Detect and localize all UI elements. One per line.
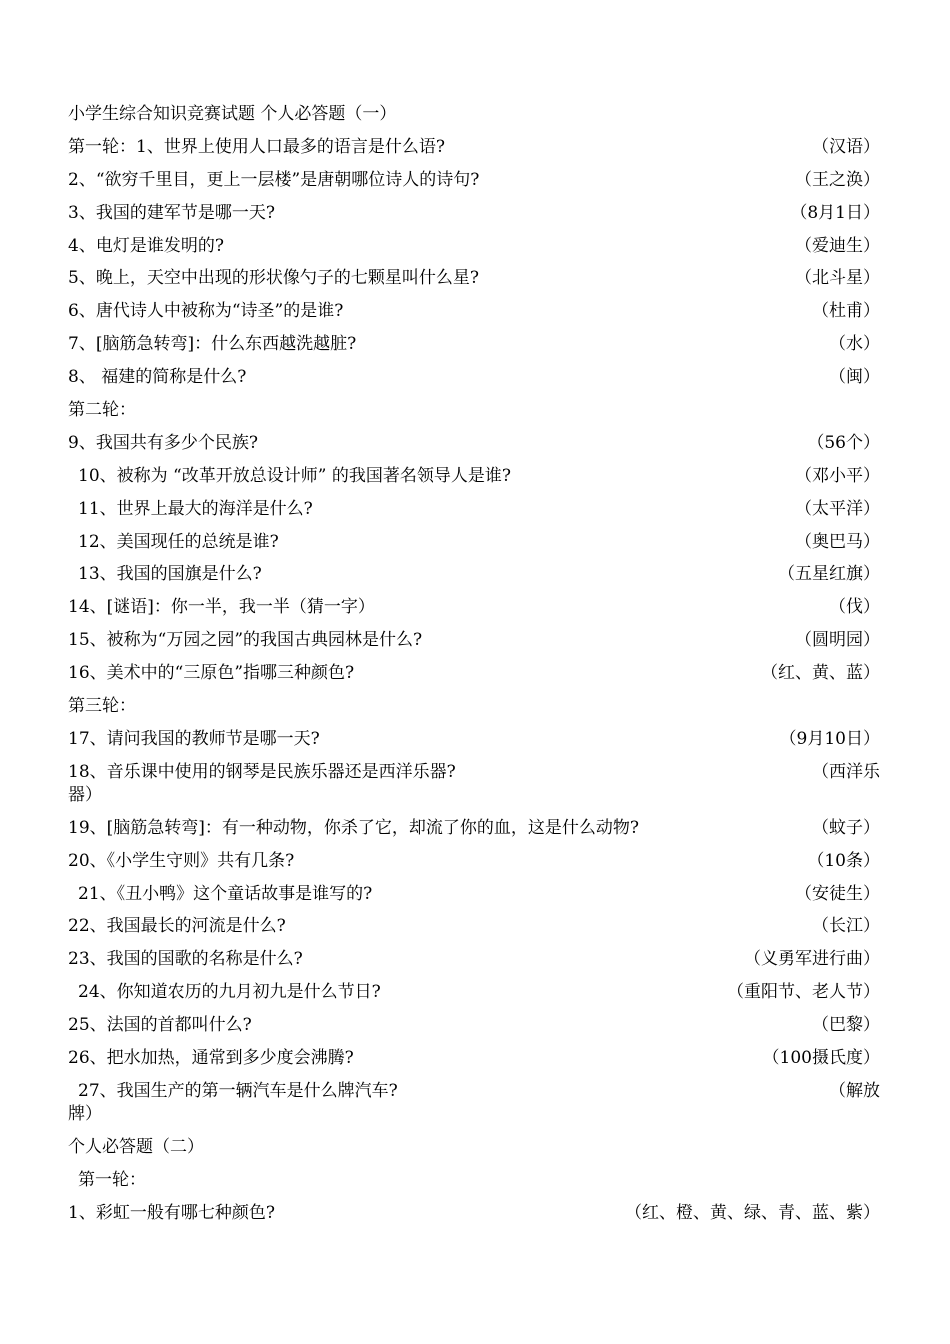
question-text: 20、《小学生守则》共有几条?	[68, 850, 295, 871]
question-row	[68, 328, 880, 361]
answer-text: （义勇军进行曲）	[744, 949, 880, 970]
answer-text: （蚊子）	[812, 817, 880, 838]
round-heading	[68, 1164, 880, 1197]
question-row	[68, 493, 880, 526]
question-row	[68, 131, 880, 164]
question-text: 4、电灯是谁发明的?	[68, 235, 224, 256]
question-row	[68, 460, 880, 493]
question-text: 10、被称为 “改革开放总设计师” 的我国著名领导人是谁?	[78, 465, 511, 486]
document-content	[68, 98, 880, 1230]
document-title	[68, 98, 880, 131]
answer-text: （北斗星）	[795, 268, 880, 289]
question-row	[68, 976, 880, 1009]
answer-text: （西洋乐	[812, 761, 880, 782]
round-heading-text: 第二轮：	[68, 400, 136, 421]
answer-text: （解放	[829, 1080, 880, 1101]
question-text: 2、“欲穷千里目，更上一层楼”是唐朝哪位诗人的诗句?	[68, 169, 480, 190]
answer-text: （安徒生）	[795, 883, 880, 904]
answer-text: （10条）	[807, 850, 880, 871]
round-heading-text: 第一轮：	[78, 1169, 146, 1190]
question-row	[68, 1075, 880, 1131]
answer-text: （8月1日）	[790, 202, 880, 223]
title-text: 小学生综合知识竞赛试题 个人必答题（一）	[68, 104, 397, 124]
question-text: 25、法国的首都叫什么?	[68, 1015, 252, 1036]
question-text: 14、[谜语]：你一半，我一半（猜一字）	[68, 597, 375, 618]
question-row	[68, 723, 880, 756]
question-text: 16、美术中的“三原色”指哪三种颜色?	[68, 663, 355, 684]
answer-text: （9月10日）	[779, 728, 880, 749]
question-row	[68, 197, 880, 230]
question-text: 11、世界上最大的海洋是什么?	[78, 498, 313, 519]
question-text: 12、美国现任的总统是谁?	[78, 531, 279, 552]
question-text: 第一轮：1、世界上使用人口最多的语言是什么语?	[68, 136, 445, 157]
question-text: 13、我国的国旗是什么?	[78, 564, 262, 585]
answer-text: （太平洋）	[795, 498, 880, 519]
question-row	[68, 624, 880, 657]
answer-text: （长江）	[812, 916, 880, 937]
question-row	[68, 657, 880, 690]
question-row	[68, 1042, 880, 1075]
answer-text: （圆明园）	[795, 630, 880, 651]
answer-text: （红、黄、蓝）	[761, 663, 880, 684]
question-text: 9、我国共有多少个民族?	[68, 432, 258, 453]
answer-text: （水）	[829, 334, 880, 355]
question-row	[68, 1009, 880, 1042]
question-row	[68, 262, 880, 295]
question-row	[68, 1197, 880, 1230]
answer-text: （邓小平）	[795, 465, 880, 486]
question-row	[68, 812, 880, 845]
question-row	[68, 526, 880, 559]
question-text: 3、我国的建军节是哪一天?	[68, 202, 275, 223]
question-text: 8、 福建的简称是什么?	[68, 367, 247, 388]
answer-continuation: 器）	[68, 784, 102, 805]
question-row	[68, 230, 880, 263]
answer-text: （奥巴马）	[795, 531, 880, 552]
question-text: 21、《丑小鸭》这个童话故事是谁写的?	[78, 883, 373, 904]
question-text: 18、音乐课中使用的钢琴是民族乐器还是西洋乐器?	[68, 761, 456, 782]
question-row	[68, 943, 880, 976]
question-row	[68, 910, 880, 943]
question-text: 26、把水加热，通常到多少度会沸腾?	[68, 1048, 354, 1069]
question-text: 7、[脑筋急转弯]：什么东西越洗越脏?	[68, 334, 357, 355]
question-row	[68, 361, 880, 394]
round-heading	[68, 394, 880, 427]
answer-text: （杜甫）	[812, 301, 880, 322]
section-title-text: 个人必答题（二）	[68, 1136, 204, 1157]
answer-text: （汉语）	[812, 136, 880, 157]
answer-text: （王之涣）	[795, 169, 880, 190]
question-text: 1、彩虹一般有哪七种颜色?	[68, 1202, 275, 1223]
question-text: 15、被称为“万园之园”的我国古典园林是什么?	[68, 630, 423, 651]
question-text: 5、晚上，天空中出现的形状像勺子的七颗星叫什么星?	[68, 268, 479, 289]
question-text: 23、我国的国歌的名称是什么?	[68, 949, 303, 970]
answer-text: （红、橙、黄、绿、青、蓝、紫）	[625, 1202, 880, 1223]
question-row	[68, 558, 880, 591]
answer-text: （闽）	[829, 367, 880, 388]
question-row	[68, 295, 880, 328]
answer-text: （重阳节、老人节）	[727, 982, 880, 1003]
answer-text: （爱迪生）	[795, 235, 880, 256]
question-row	[68, 845, 880, 878]
round-heading-text: 第三轮：	[68, 696, 136, 717]
question-row	[68, 591, 880, 624]
answer-text: （五星红旗）	[778, 564, 880, 585]
answer-text: （56个）	[807, 432, 880, 453]
question-text: 19、[脑筋急转弯]：有一种动物，你杀了它，却流了你的血，这是什么动物?	[68, 817, 640, 838]
answer-text: （巴黎）	[812, 1015, 880, 1036]
question-row	[68, 756, 880, 812]
question-text: 22、我国最长的河流是什么?	[68, 916, 286, 937]
question-text: 27、我国生产的第一辆汽车是什么牌汽车?	[78, 1080, 398, 1101]
answer-continuation: 牌）	[68, 1103, 102, 1124]
question-text: 24、你知道农历的九月初九是什么节日?	[78, 982, 381, 1003]
question-text: 6、唐代诗人中被称为“诗圣”的是谁?	[68, 301, 344, 322]
question-row	[68, 878, 880, 911]
question-row	[68, 164, 880, 197]
round-heading	[68, 690, 880, 723]
answer-text: （100摄氏度）	[762, 1048, 880, 1069]
question-text: 17、请问我国的教师节是哪一天?	[68, 728, 320, 749]
section-title	[68, 1131, 880, 1164]
answer-text: （伐）	[829, 597, 880, 618]
question-row	[68, 427, 880, 460]
